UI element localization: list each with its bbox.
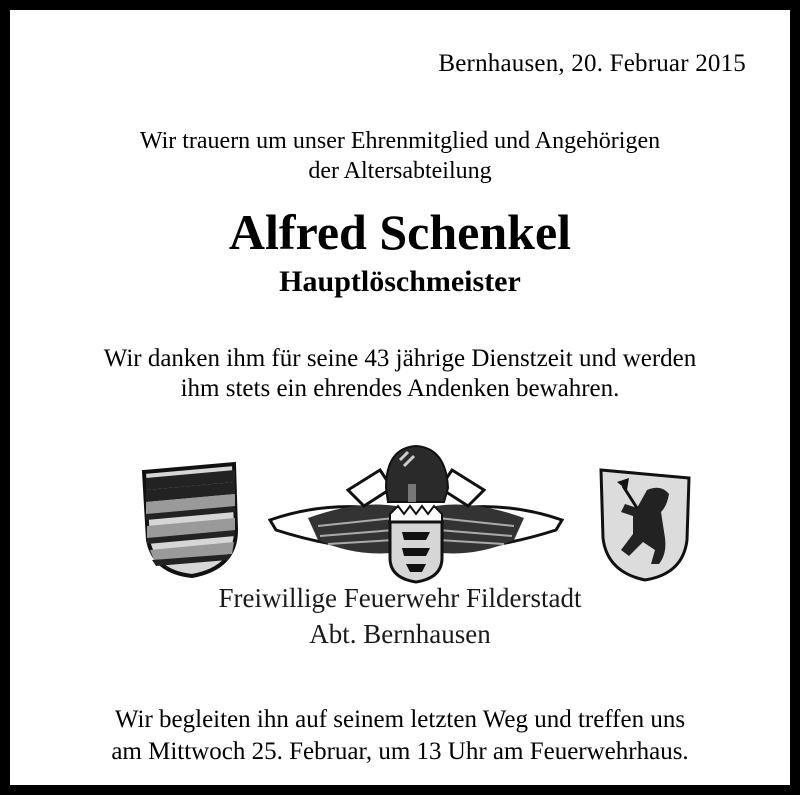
deceased-name: Alfred Schenkel bbox=[228, 204, 572, 260]
thanks-text bbox=[10, 344, 790, 404]
organization-name bbox=[10, 580, 790, 652]
closing-line-1: Wir begleiten ihn auf seinem letzten Weg und treffen uns bbox=[114, 706, 686, 733]
emblem-row bbox=[140, 440, 700, 585]
intro-text bbox=[10, 126, 790, 186]
organization-line-2: Abt. Bernhausen bbox=[309, 619, 491, 649]
closing-text bbox=[10, 704, 790, 768]
closing-line-2: am Mittwoch 25. Februar, um 13 Uhr am Feuerwehrhaus. bbox=[111, 738, 689, 765]
intro-line-2: der Altersabteilung bbox=[308, 158, 492, 184]
thanks-line-2: ihm stets ein ehrendes Andenken bewahren. bbox=[180, 375, 620, 402]
thanks-line-1: Wir danken ihm für seine 43 jährige Dienstzeit und werden bbox=[103, 345, 697, 372]
place-date: Bernhausen, 20. Februar 2015 bbox=[438, 50, 746, 77]
striped-shield-icon bbox=[140, 460, 240, 580]
intro-line-1: Wir trauern um unser Ehrenmitglied und Angehörigen bbox=[139, 128, 661, 154]
deceased-rank: Hauptlöschmeister bbox=[279, 265, 521, 298]
organization-line-1: Freiwillige Feuerwehr Filderstadt bbox=[218, 583, 582, 613]
fire-brigade-badge-icon bbox=[268, 440, 564, 585]
bear-shield-icon bbox=[595, 464, 695, 584]
